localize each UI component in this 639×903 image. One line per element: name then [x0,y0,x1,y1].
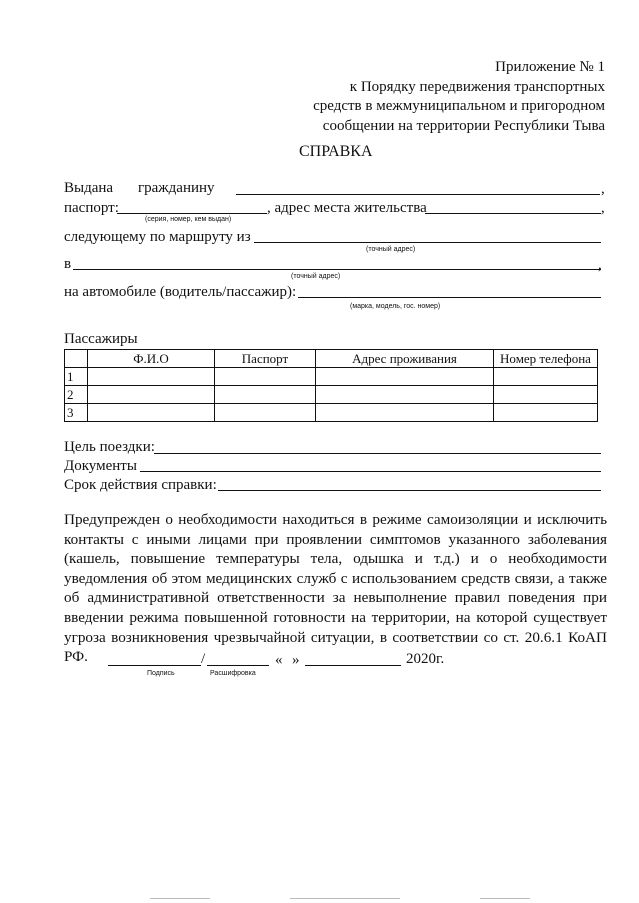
quote-close: » [292,652,300,668]
appendix-line-3: средств в межмуниципальном и пригородном [313,98,605,114]
route-to-comma: , [598,257,602,273]
date-field[interactable] [305,665,401,666]
decode-field[interactable] [207,665,269,666]
col-address: Адрес проживания [316,350,494,368]
appendix-line-4: сообщении на территории Республики Тыва [322,117,605,134]
appendix-number: Приложение № 1 [495,59,605,75]
scan-artifact-line [150,898,210,899]
address-field[interactable] [425,213,601,214]
car-hint: (марка, модель, гос. номер) [350,303,441,310]
passport-label: паспорт: [64,200,119,216]
cell-passport[interactable] [215,404,316,422]
purpose-label: Цель поездки: [64,439,155,455]
row-number: 2 [65,386,88,404]
route-from-field[interactable] [254,242,601,243]
validity-field[interactable] [218,490,601,491]
car-label: на автомобиле (водитель/пассажир): [64,284,297,300]
purpose-field[interactable] [154,453,601,454]
citizen-label: гражданину [138,180,215,196]
cell-fio[interactable] [88,368,215,386]
signature-slash: / [201,651,206,667]
cell-address[interactable] [316,404,494,422]
passengers-header-row [65,350,598,368]
passport-field[interactable] [117,213,267,214]
table-row [65,404,598,422]
table-row [65,368,598,386]
year-text: 2020г. [406,651,445,667]
cell-address[interactable] [316,368,494,386]
signature-hint: Подпись [147,670,175,677]
table-row [65,386,598,404]
passengers-table [64,349,598,422]
citizen-comma: , [601,181,605,197]
issued-label: Выдана [64,180,114,196]
passport-hint: (серия, номер, кем выдан) [145,216,232,223]
route-from-hint: (точный адрес) [366,246,416,253]
route-to-hint: (точный адрес) [291,273,341,280]
passengers-title: Пассажиры [64,331,138,347]
cell-phone[interactable] [494,368,598,386]
appendix-line-2: к Порядку передвижения транспортных [349,78,605,95]
warning-paragraph: Предупрежден о необходимости находиться в режиме самоизоляции и исключить контакты с иными лицами при проявлении симптомов указанного заболевания (кашель, повышение температуры тела, одышка и т.д.) и о необходимости уведомления об этом медицинских служб с использованием средств связи, а также об административной ответственности за невыполнение правил поведения при введении режима повышенной готовности на территории, на которой существует угроза возникновения чрезвычайной ситуации, в соответствии со ст. 20.6.1 КоАП РФ. [64,511,607,666]
cell-address[interactable] [316,386,494,404]
route-from-label: следующему по маршруту из [64,229,251,245]
address-comma: , [601,200,605,216]
cell-passport[interactable] [215,368,316,386]
row-number: 3 [65,404,88,422]
cell-fio[interactable] [88,404,215,422]
route-to-field[interactable] [73,269,601,270]
col-fio: Ф.И.О [88,350,215,368]
route-to-label: в [64,256,72,272]
car-field[interactable] [298,297,601,298]
appendix-header [313,58,605,136]
validity-label: Срок действия справки: [64,477,217,493]
row-number: 1 [65,368,88,386]
decode-hint: Расшифровка [210,670,256,677]
scan-artifact-line [290,898,400,899]
cell-fio[interactable] [88,386,215,404]
cell-phone[interactable] [494,386,598,404]
document-title: СПРАВКА [299,143,373,160]
citizen-field[interactable] [236,194,600,195]
address-label: , адрес места жительства [267,200,427,216]
documents-label: Документы [64,458,137,474]
cell-passport[interactable] [215,386,316,404]
col-phone: Номер телефона [494,350,598,368]
quote-open: « [275,652,283,668]
cell-phone[interactable] [494,404,598,422]
col-passport: Паспорт [215,350,316,368]
signature-field[interactable] [108,665,201,666]
row-number-header [65,350,88,368]
scan-artifact-line [480,898,530,899]
documents-field[interactable] [140,471,601,472]
